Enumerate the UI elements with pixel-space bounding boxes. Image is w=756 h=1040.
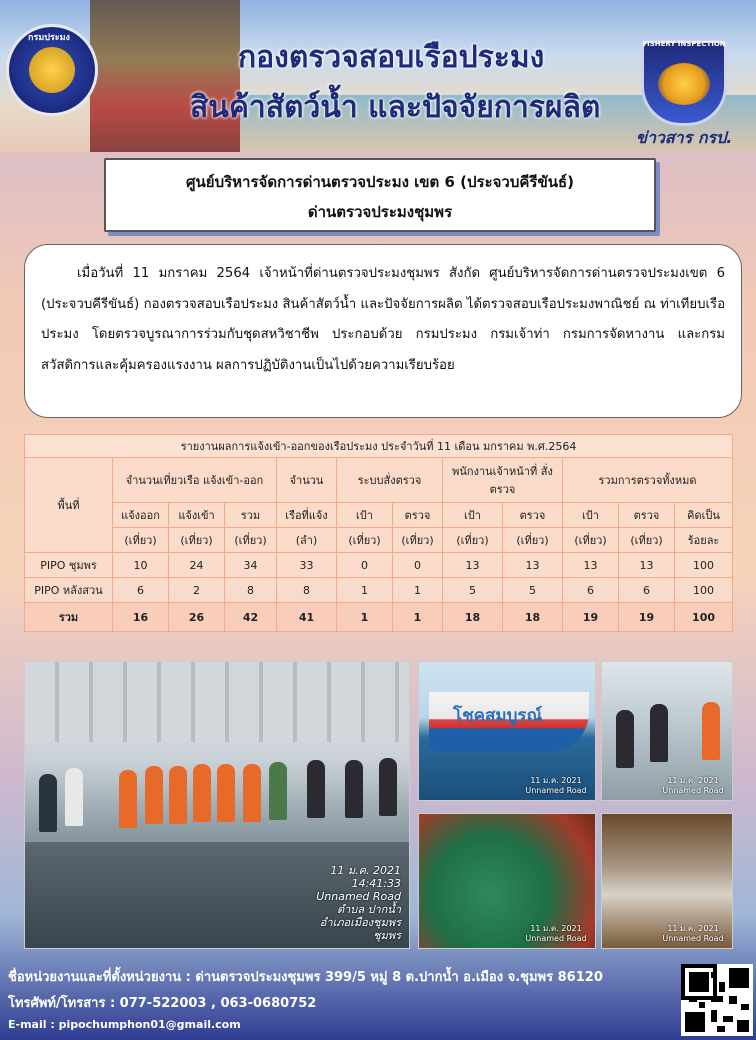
footer-address: ชื่อหน่วยงานและที่ตั้งหน่วยงาน : ด่านตรวจประมงชุมพร 399/5 หมู่ 8 ต.ปากน้ำ อ.เมือง จ.ชุมพร 86120 xyxy=(8,970,603,985)
sub-header: เป้า xyxy=(563,503,619,528)
header-title-line2: สินค้าสัตว์น้ำ และปัจจัยการผลิต xyxy=(190,90,601,125)
person-figure xyxy=(243,764,261,822)
cell: 33 xyxy=(277,553,337,578)
geotag-datetime: 11 ม.ค. 2021 xyxy=(667,924,719,933)
total-cell: 26 xyxy=(169,603,225,632)
geotag-district: อำเภอเมืองชุมพร xyxy=(319,916,401,929)
unit-header: (เที่ยว) xyxy=(503,528,563,553)
cell: 1 xyxy=(393,578,443,603)
cell: 24 xyxy=(169,553,225,578)
photo-geotag xyxy=(658,924,728,944)
sub-header: คิดเป็น xyxy=(675,503,733,528)
logo-emblem-icon xyxy=(29,47,75,93)
total-cell: 18 xyxy=(503,603,563,632)
col-area-header: พื้นที่ xyxy=(25,458,113,553)
cell: 6 xyxy=(113,578,169,603)
geotag-road: Unnamed Road xyxy=(525,934,587,943)
person-figure xyxy=(217,764,235,822)
cell: 6 xyxy=(563,578,619,603)
cell: 100 xyxy=(675,553,733,578)
photo-fish-hold xyxy=(601,813,733,949)
report-table xyxy=(24,434,733,632)
person-figure xyxy=(345,760,363,818)
unit-header: ร้อยละ xyxy=(675,528,733,553)
cell: 2 xyxy=(169,578,225,603)
person-figure xyxy=(307,760,325,818)
total-cell: 1 xyxy=(393,603,443,632)
unit-header: (เที่ยว) xyxy=(169,528,225,553)
unit-header: (เที่ยว) xyxy=(443,528,503,553)
footer xyxy=(0,958,756,1040)
table-row xyxy=(25,578,733,603)
unit-header: (เที่ยว) xyxy=(393,528,443,553)
cell: 13 xyxy=(443,553,503,578)
total-cell: 19 xyxy=(563,603,619,632)
total-cell: 42 xyxy=(225,603,277,632)
sub-header: เรือที่แจ้ง xyxy=(277,503,337,528)
photo-geotag xyxy=(658,776,728,796)
report-table-wrap xyxy=(24,434,732,632)
sub-header: รวม xyxy=(225,503,277,528)
person-figure xyxy=(702,702,720,760)
logo-right-label: FISHERY INSPECTION xyxy=(642,40,726,48)
person-figure xyxy=(650,704,668,762)
banner-checkpoint-name: ด่านตรวจประมงชุมพร xyxy=(307,203,453,221)
cell: 13 xyxy=(619,553,675,578)
person-figure xyxy=(145,766,163,824)
person-figure xyxy=(269,762,287,820)
table-caption: รายงานผลการแจ้งเข้า-ออกของเรือประมง ประจำวันที่ 11 เดือน มกราคม พ.ศ.2564 xyxy=(25,435,733,458)
geotag-road: Unnamed Road xyxy=(525,786,587,795)
person-figure xyxy=(193,764,211,822)
total-cell: 41 xyxy=(277,603,337,632)
cell: 5 xyxy=(503,578,563,603)
news-tag: ข่าวสาร กรป. xyxy=(636,128,733,147)
unit-banner xyxy=(104,158,656,232)
cell: 10 xyxy=(113,553,169,578)
group-total-header: รวมการตรวจทั้งหมด xyxy=(563,458,733,503)
photo-inspection-officers xyxy=(601,661,733,801)
unit-header: (เที่ยว) xyxy=(337,528,393,553)
cell: 8 xyxy=(225,578,277,603)
photo-geotag xyxy=(281,864,401,942)
geotag-subdistrict: ตำบล ปากน้ำ xyxy=(336,903,401,916)
geotag-datetime: 11 ม.ค. 2021 xyxy=(530,776,582,785)
fishery-inspection-logo xyxy=(641,40,727,126)
total-cell: 18 xyxy=(443,603,503,632)
photo-fishing-boat xyxy=(418,661,596,801)
footer-phone: โทรศัพท์/โทรสาร : 077-522003 , 063-0680752 xyxy=(8,996,317,1011)
inspection-emblem-icon xyxy=(658,63,710,105)
geotag-road: Unnamed Road xyxy=(662,786,724,795)
group-order-header: ระบบสั่งตรวจ xyxy=(337,458,443,503)
geotag-road: Unnamed Road xyxy=(662,934,724,943)
person-figure xyxy=(616,710,634,768)
photo-geotag xyxy=(521,924,591,944)
pier-roof xyxy=(25,662,409,742)
person-figure xyxy=(39,774,57,832)
person-figure xyxy=(119,770,137,828)
geotag-datetime: 11 ม.ค. 2021 xyxy=(667,776,719,785)
cell: 100 xyxy=(675,578,733,603)
logo-left-label: กรมประมง xyxy=(28,33,70,43)
photo-fishing-net xyxy=(418,813,596,949)
table-row xyxy=(25,553,733,578)
geotag-datetime: 11 ม.ค. 2021 14:41:33 xyxy=(330,864,401,890)
total-cell: 100 xyxy=(675,603,733,632)
header-banner xyxy=(0,0,756,152)
cell: 1 xyxy=(337,578,393,603)
cell: 5 xyxy=(443,578,503,603)
unit-header: (เที่ยว) xyxy=(619,528,675,553)
sub-header: เป้า xyxy=(443,503,503,528)
group-trips-header: จำนวนเที่ยวเรือ แจ้งเข้า-ออก xyxy=(113,458,277,503)
unit-header: (เที่ยว) xyxy=(113,528,169,553)
total-label: รวม xyxy=(25,603,113,632)
unit-header: (ลำ) xyxy=(277,528,337,553)
row-area: PIPO หลังสวน xyxy=(25,578,113,603)
footer-email[interactable]: E-mail : pipochumphon01@gmail.com xyxy=(8,1018,241,1031)
boat-name: โชคสมบูรณ์ xyxy=(453,706,543,726)
table-total-row xyxy=(25,603,733,632)
cell: 0 xyxy=(337,553,393,578)
cell: 0 xyxy=(393,553,443,578)
cell: 34 xyxy=(225,553,277,578)
group-staff-header: พนักงานเจ้าหน้าที่ สั่งตรวจ xyxy=(443,458,563,503)
person-figure xyxy=(379,758,397,816)
news-paragraph-box xyxy=(24,244,742,418)
cell: 6 xyxy=(619,578,675,603)
unit-header: (เที่ยว) xyxy=(563,528,619,553)
sub-header: แจ้งออก xyxy=(113,503,169,528)
total-cell: 19 xyxy=(619,603,675,632)
group-count-header: จำนวน xyxy=(277,458,337,503)
unit-header: (เที่ยว) xyxy=(225,528,277,553)
geotag-road: Unnamed Road xyxy=(316,890,401,903)
total-cell: 16 xyxy=(113,603,169,632)
qr-code xyxy=(681,964,753,1036)
banner-center-name: ศูนย์บริหารจัดการด่านตรวจประมง เขต 6 (ประจวบคีรีขันธ์) xyxy=(186,173,574,191)
cell: 8 xyxy=(277,578,337,603)
news-paragraph: เมื่อวันที่ 11 มกราคม 2564 เจ้าหน้าที่ด่านตรวจประมงชุมพร สังกัด ศูนย์บริหารจัดการด่านตรวจประมงเขต 6 (ประจวบคีรีขันธ์) กองตรวจสอบเรือประมง สินค้าสัตว์น้ำ และปัจจัยการผลิต ได้ตรวจสอบเรือประมงพาณิชย์ ณ ท่าเทียบเรือประมง โดยตรวจบูรณาการร่วมกับชุดสหวิชาชีพ ประกอบด้วย กรมประมง กรมเจ้าท่า กรมการจัดหางาน และกรมสวัสดิการและคุ้มครองแรงงาน ผลการปฏิบัติงานเป็นไปด้วยความเรียบร้อย xyxy=(41,266,725,373)
photo-group-at-pier xyxy=(24,661,410,949)
row-area: PIPO ชุมพร xyxy=(25,553,113,578)
sub-header: แจ้งเข้า xyxy=(169,503,225,528)
person-figure xyxy=(169,766,187,824)
geotag-datetime: 11 ม.ค. 2021 xyxy=(530,924,582,933)
header-title-line1: กองตรวจสอบเรือประมง xyxy=(238,40,545,75)
cell: 13 xyxy=(503,553,563,578)
sub-header: ตรวจ xyxy=(393,503,443,528)
sub-header: ตรวจ xyxy=(503,503,563,528)
geotag-province: ชุมพร xyxy=(373,929,401,942)
sub-header: เป้า xyxy=(337,503,393,528)
person-figure xyxy=(65,768,83,826)
photo-geotag xyxy=(521,776,591,796)
cell: 13 xyxy=(563,553,619,578)
sub-header: ตรวจ xyxy=(619,503,675,528)
total-cell: 1 xyxy=(337,603,393,632)
